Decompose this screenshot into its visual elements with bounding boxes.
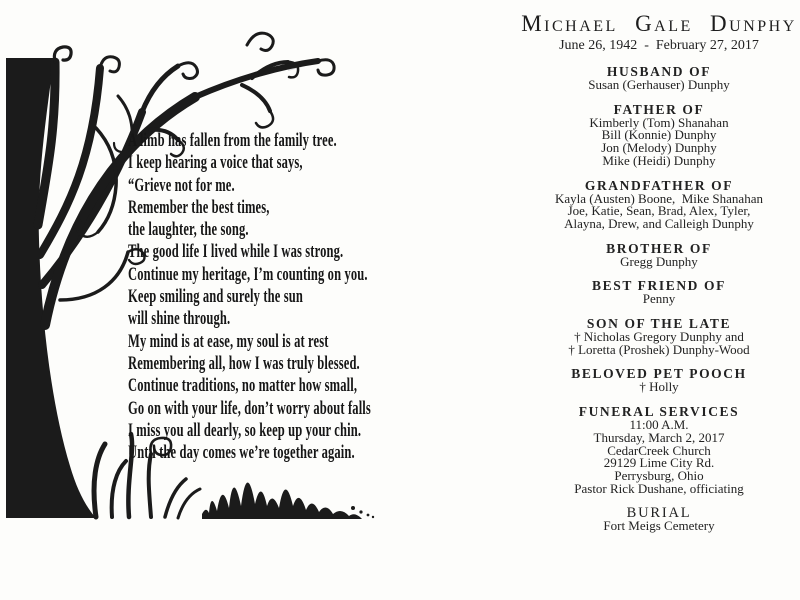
poem-line: the laughter, the song. (128, 219, 249, 241)
poem-line: will shine through. (128, 308, 231, 330)
poem-line: Keep smiling and surely the sun (128, 286, 303, 308)
section-best-friend-of (520, 279, 798, 306)
section-line: Kimberly (Tom) Shanahan (589, 114, 729, 130)
section-heading: SON OF THE LATE (586, 316, 732, 332)
section-line: Perrysburg, Ohio (614, 467, 704, 483)
poem-line: The good life I lived while I was strong. (128, 241, 344, 263)
memorial-poem (128, 130, 369, 464)
section-line: † Holly (639, 379, 679, 395)
poem-line: I miss you all dearly, so keep up your chin. (128, 419, 362, 441)
section-line: Susan (Gerhauser) Dunphy (588, 77, 730, 92)
section-brother-of (520, 242, 798, 269)
section-line: Kayla (Austen) Boone, Mike Shanahan (555, 190, 763, 206)
section-line: Mike (Heidi) Dunphy (602, 152, 716, 168)
section-heading: BURIAL (626, 505, 692, 522)
section-line: † Nicholas Gregory Dunphy and (574, 329, 744, 345)
section-line: Bill (Konnie) Dunphy (601, 127, 717, 143)
section-line: Joe, Katie, Sean, Brad, Alex, Tyler, (567, 203, 751, 219)
section-line: CedarCreek Church (607, 442, 711, 458)
section-heading: FATHER OF (613, 101, 705, 117)
section-beloved-pet (520, 367, 798, 394)
section-grandfather-of (520, 179, 798, 231)
section-heading: BELOVED PET POOCH (571, 366, 747, 382)
section-heading: BROTHER OF (606, 240, 712, 256)
section-burial (520, 506, 798, 533)
poem-line: I keep hearing a voice that says, (128, 152, 303, 174)
section-line: Penny (642, 291, 676, 307)
section-heading: HUSBAND OF (606, 64, 712, 79)
poem-line: Remember the best times, (128, 196, 270, 218)
section-heading: FUNERAL SERVICES (578, 404, 740, 420)
poem-line: My mind is at ease, my soul is at rest (128, 330, 329, 352)
section-line: Fort Meigs Cemetery (603, 518, 715, 534)
section-line: Thursday, March 2, 2017 (593, 429, 725, 445)
section-son-of-the-late (520, 317, 798, 356)
poem-line: A limb has fallen from the family tree. (128, 130, 337, 151)
poem-line: Go on with your life, don’t worry about falls (128, 397, 371, 419)
section-line: Gregg Dunphy (620, 253, 698, 269)
section-funeral-services (520, 405, 798, 495)
details-panel (520, 0, 798, 600)
poem-line: Continue traditions, no matter how small, (128, 375, 358, 397)
life-dates: June 26, 1942 - February 27, 2017 (559, 38, 759, 53)
poem-line: Continue my heritage, I’m counting on you. (128, 263, 368, 285)
section-line: Pastor Rick Dushane, officiating (574, 480, 744, 496)
section-line: Alayna, Drew, and Calleigh Dunphy (564, 215, 754, 231)
section-heading: BEST FRIEND OF (592, 278, 726, 294)
section-heading: GRANDFATHER OF (584, 177, 734, 193)
section-father-of (520, 103, 798, 168)
section-line: Jon (Melody) Dunphy (601, 140, 717, 156)
section-husband-of (520, 65, 798, 92)
poem-line: “Grieve not for me. (128, 174, 235, 196)
poem-line: Until the day comes we’re together again. (128, 442, 355, 464)
section-line: 29129 Lime City Rd. (603, 455, 715, 471)
deceased-name: Michael Gale Dunphy (521, 11, 797, 36)
section-line: † Loretta (Proshek) Dunphy-Wood (568, 341, 750, 357)
section-line: 11:00 A.M. (629, 417, 689, 433)
grass-clump (202, 482, 362, 519)
poem-line: Remembering all, how I was truly blessed. (128, 352, 360, 374)
